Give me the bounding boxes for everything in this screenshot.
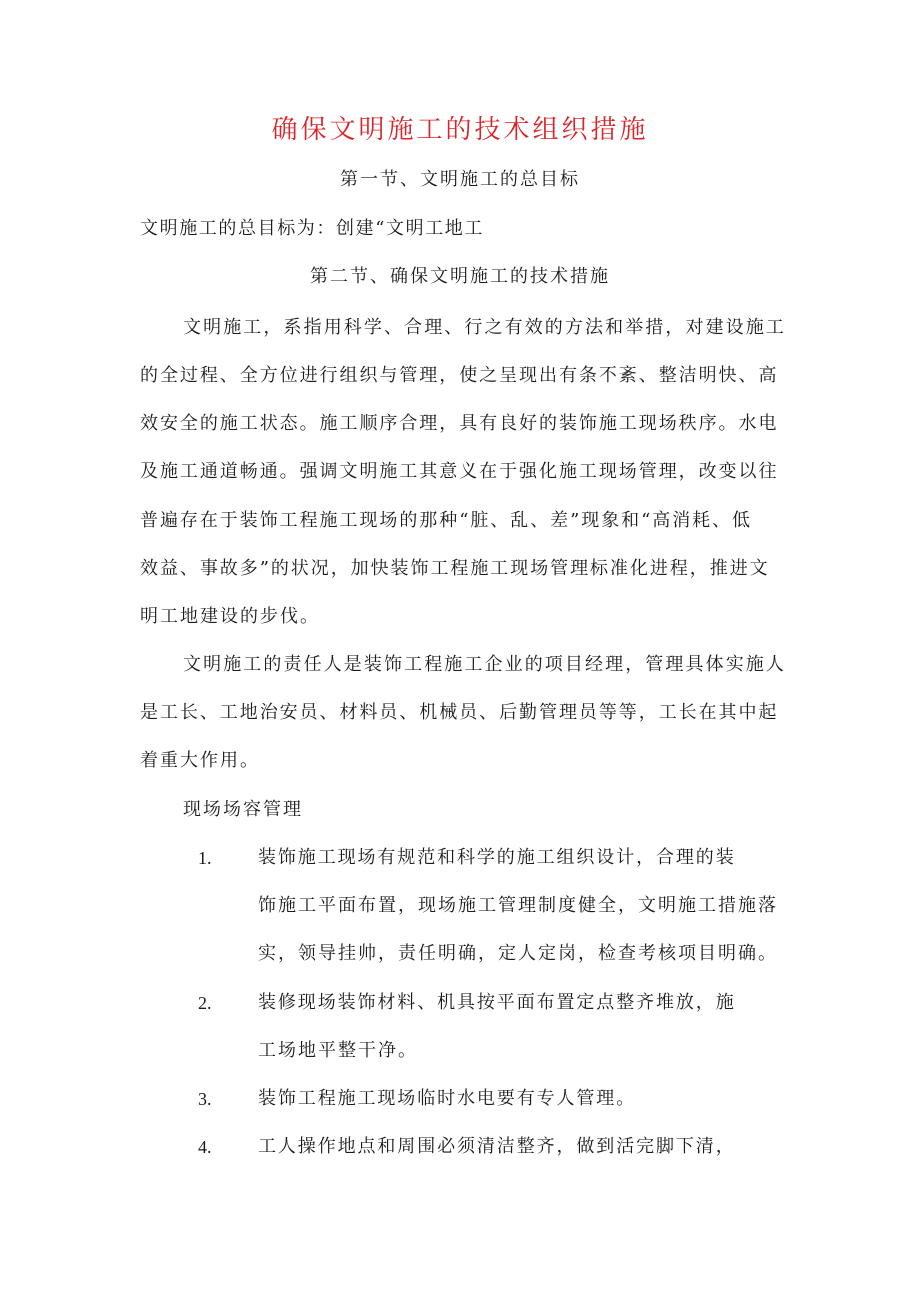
list-item-1-line-2: 饰施工平面布置，现场施工管理制度健全，文明施工措施落 <box>258 895 778 916</box>
list-item-3-line-1: 装饰工程施工现场临时水电要有专人管理。 <box>258 1088 637 1109</box>
para1-line-1: 文明施工，系指用科学、合理、行之有效的方法和举措，对建设施工 <box>183 317 786 338</box>
section-1-heading: 第一节、文明施工的总目标 <box>340 169 580 190</box>
list-item-2-line-1: 装修现场装饰材料、机具按平面布置定点整齐堆放，施 <box>258 992 736 1013</box>
list-item-2-number: 2. <box>198 993 212 1013</box>
list-item-1-number: 1. <box>198 848 212 868</box>
list-item-1-line-1: 装饰施工现场有规范和科学的施工组织设计，合理的装 <box>258 847 736 868</box>
para1-line-5: 普遍存在于装饰工程施工现场的那种“脏、乱、差”现象和“高消耗、低 <box>140 510 753 531</box>
para1-line-7: 明工地建设的步伐。 <box>140 606 320 627</box>
list-item-3-number: 3. <box>198 1089 212 1109</box>
site-management-heading: 现场场容管理 <box>183 799 303 820</box>
list-item-2-line-2: 工场地平整干净。 <box>258 1040 418 1061</box>
document-title: 确保文明施工的技术组织措施 <box>271 115 649 145</box>
para2-line-1: 文明施工的责任人是装饰工程施工企业的项目经理，管理具体实施人 <box>183 654 786 675</box>
section-1-goal: 文明施工的总目标为：创建“文明工地工 <box>140 218 485 239</box>
para2-line-3: 着重大作用。 <box>140 750 260 771</box>
para1-line-2: 的全过程、全方位进行组织与管理，使之呈现出有条不紊、整洁明快、高 <box>140 365 779 386</box>
list-item-1-line-3: 实，领导挂帅，责任明确，定人定岗，检查考核项目明确。 <box>258 943 778 964</box>
list-item-4-number: 4. <box>198 1137 212 1157</box>
para1-line-4: 及施工通道畅通。强调文明施工其意义在于强化施工现场管理，改变以往 <box>140 461 779 482</box>
para1-line-6: 效益、事故多”的状况，加快装饰工程施工现场管理标准化进程，推进文 <box>140 558 770 579</box>
list-item-4-line-1: 工人操作地点和周围必须清洁整齐，做到活完脚下清， <box>258 1136 736 1157</box>
section-2-heading: 第二节、确保文明施工的技术措施 <box>310 266 610 287</box>
para1-line-3: 效安全的施工状态。施工顺序合理，具有良好的装饰施工现场秩序。水电 <box>140 413 779 434</box>
para2-line-2: 是工长、工地治安员、材料员、机械员、后勤管理员等等，工长在其中起 <box>140 702 779 723</box>
